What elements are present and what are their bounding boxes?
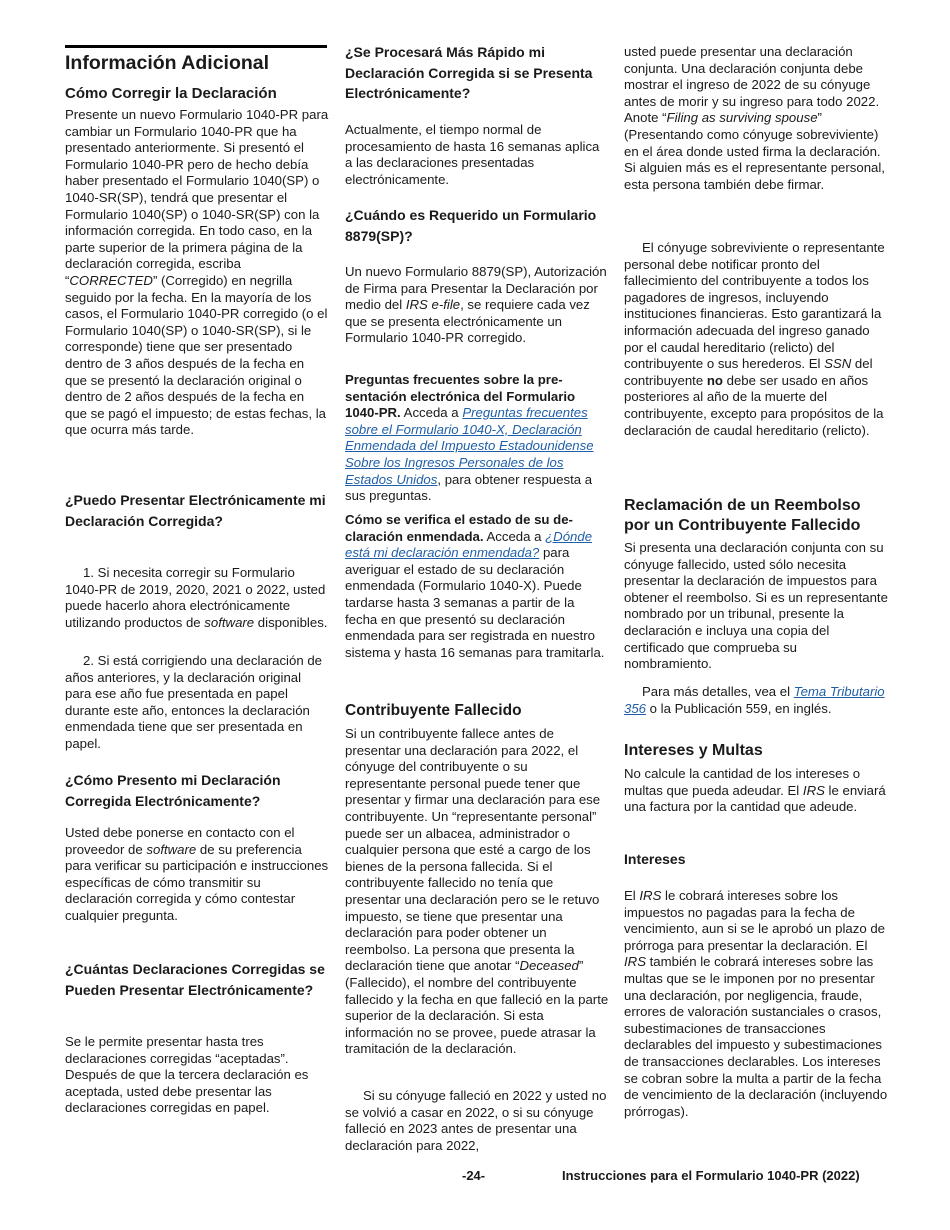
section-title: Información Adicional <box>65 52 270 74</box>
paragraph-notify: El cónyuge sobreviviente o representante personal debe notificar pronto del fallecimiento del contribuyente a todos los pagadores de ingresos, incluyendo instituciones financieras. Esto garantizará la información adecuada del ingreso ganado por el caudal hereditario (relicto) del contribuyente o sus herederos. El SSN del contribuyente no debe ser usado en años posteriores al año de la muerte del contribuyente, excepto para propósitos de la declaración de caudal hereditario (relicto). <box>624 240 885 438</box>
page-number: -24- <box>462 1168 486 1183</box>
footer-doc-title: Instrucciones para el Formulario 1040-PR (2022) <box>562 1168 860 1183</box>
heading-interest: Intereses y Multas <box>624 742 763 759</box>
heading-how: ¿Cómo Presento mi Declaración Corregida Electrónicamente? <box>65 772 281 809</box>
heading-efile: ¿Puedo Presentar Electrónicamente mi Declaración Corregida? <box>65 492 326 529</box>
paragraph-how: Usted debe ponerse en contacto con el proveedor de software de su preferencia para verificar su participación e instrucciones específicas de cómo transmitir su declaración corregida y cómo contestar cualquier pregunta. <box>65 825 329 923</box>
heading-fast: ¿Se Procesará Más Rápido mi Declaración Corregida si se Presenta Electrónicamente? <box>345 44 593 102</box>
heading-intereses: Intereses <box>624 851 686 867</box>
paragraph-details: Para más detalles, vea el Tema Tributario 356 o la Publicación 559, en inglés. <box>624 684 885 716</box>
status-link[interactable]: ¿Dónde está mi declaración enmendada? <box>345 528 593 561</box>
paragraph-spouse: Si su cónyuge falleció en 2022 y usted no se volvió a casar en 2022, o si su cónyuge falleció en 2023 antes de presentar una declaración para 2022, <box>345 1088 607 1153</box>
paragraph-efile-2: 2. Si está corrigiendo una declaración de años anteriores, y la declaración original para ese año fue presentada en papel durante este año, entonces la declaración enmendada tiene que ser presentada en papel. <box>65 653 322 751</box>
heading-deceased: Contribuyente Fallecido <box>345 702 522 719</box>
paragraph-status: Cómo se verifica el estado de su de-claración enmendada. Acceda a ¿Dónde está mi declaración enmendada? para averiguar el estado de su declaración enmendada (Formulario 1040-X). Puede tardarse hasta 3 semanas a partir de la fecha en que presentó su declaración enmendada para ser registrada en nuestro sistema y hasta 16 semanas para tramitarla. <box>345 512 605 660</box>
faq-link[interactable]: Preguntas frecuentes sobre el Formulario 1040-X, Declaración Enmendada del Impuesto Estadounidense Sobre los Ingresos Personales de los Estados Unidos <box>345 405 594 487</box>
heading-8879: ¿Cuándo es Requerido un Formulario 8879(SP)? <box>345 207 597 244</box>
topic-356-link[interactable]: Tema Tributario 356 <box>624 684 885 716</box>
paragraph-deceased: Si un contribuyente fallece antes de presentar una declaración para 2022, el cónyuge del contribuyente o su representante personal puede tener que presentar y firmar una declaración para ese contribuyente. Un “representante personal” puede ser un albacea, administrador o cualquier persona que esté a cargo de los bienes de la persona fallecida. Si el contribuyente fallecido no tenía que presentar una declaración pero se le retuvo impuesto, se tiene que presentar una declaración para poder obtener un reembolso. La persona que presenta la declaración tiene que anotar “Deceased” (Fallecido), el nombre del contribuyente fallecido y la fecha en que falleció en la parte superior de la declaración. Si esta información no se provee, puede atrasar la tramitación de la declaración. <box>345 726 609 1057</box>
paragraph-intereses: El IRS le cobrará intereses sobre los impuestos no pagadas para la fecha de vencimiento, aun si se le aprobó un plazo de prórroga para presentar la declaración. El IRS también le cobrará intereses sobre las multas que se le imponen por no presentar una declaración, por negligencia, fraude, errores de valoración sustanciales o crasos, subestimaciones de transacciones declarables del impuesto y subestimaciones de transacciones declarables. Los intereses se cobran sobre la multa a partir de la fecha de vencimiento de la declaración (incluyendo prórrogas). <box>624 888 888 1119</box>
paragraph-many: Se le permite presentar hasta tres declaraciones corregidas “aceptadas”. Después de que la tercera declaración es aceptada, usted debe presentar las declaraciones corregidas en papel. <box>65 1034 309 1116</box>
paragraph-efile-1: 1. Si necesita corregir su Formulario 1040-PR de 2019, 2020, 2021 o 2022, usted puede hacerlo ahora electrónicamente utilizando productos de software disponibles. <box>65 565 328 630</box>
paragraph-refund: Si presenta una declaración conjunta con su cónyuge fallecido, usted sólo necesita presentar la declaración de impuestos para obtener el reembolso. Si es un representante nombrado por un tribunal, presente la declaración e incluya una copia del certificado que comprueba su nombramiento. <box>624 540 888 672</box>
paragraph-fast: Actualmente, el tiempo normal de procesamiento de hasta 16 semanas aplica a las declaraciones presentadas electrónicamente. <box>345 122 600 187</box>
heading-many: ¿Cuántas Declaraciones Corregidas se Pueden Presentar Electrónicamente? <box>65 961 325 998</box>
paragraph-8879: Un nuevo Formulario 8879(SP), Autorización de Firma para Presentar la Declaración por medio del IRS e-file, se requiere cada vez que se presenta electrónicamente un Formulario 1040-PR corregido. <box>345 264 607 346</box>
paragraph-correct: Presente un nuevo Formulario 1040-PR para cambiar un Formulario 1040-PR que ha presentado anteriormente. Si presentó el Formulario 1040-PR pero de hecho debía haber presentado el Formulario 1040(SP) o 1040-SR(SP), tendrá que presentar el Formulario 1040(SP) o 1040-SR(SP) con la información corregida. En todo caso, en la parte superior de la primera página de la declaración corregida, escriba “CORRECTED” (Corregido) en negrilla seguido por la fecha. En la mayoría de los casos, el Formulario 1040-PR corregido (o el Formulario 1040(SP) o 1040-SR(SP), si le corresponde) tiene que ser presentado dentro de 3 años después de la fecha en que se presentó la declaración original o dentro de 2 años después de la fecha en que se pagó el impuesto; de estas fechas, la que ocurra más tarde. <box>65 107 329 438</box>
paragraph-faq: Preguntas frecuentes sobre la pre-sentación electrónica del Formulario 1040-PR. Acceda a Preguntas frecuentes sobre el Formulario 1040-X, Declaración Enmendada del Impuesto Estadounidense Sobre los Ingresos Personales de los Estados Unidos, para obtener respuesta a sus preguntas. <box>345 372 594 504</box>
heading-refund: Reclamación de un Reembolso por un Contribuyente Fallecido <box>624 497 861 534</box>
heading-correct: Cómo Corregir la Declaración <box>65 85 277 102</box>
top-rule <box>65 45 327 48</box>
paragraph-interest: No calcule la cantidad de los intereses o multas que pueda adeudar. El IRS le enviará una factura por la cantidad que adeude. <box>624 766 886 815</box>
paragraph-joint-cont: usted puede presentar una declaración conjunta. Una declaración conjunta debe mostrar el ingreso de 2022 de su cónyuge antes de morir y su ingreso para todo 2022. Anote “Filing as surviving spouse” (Presentando como cónyuge sobreviviente) en el área donde usted firma la declaración. Si alguien más es el representante personal, esta persona también debe firmar. <box>624 44 885 192</box>
